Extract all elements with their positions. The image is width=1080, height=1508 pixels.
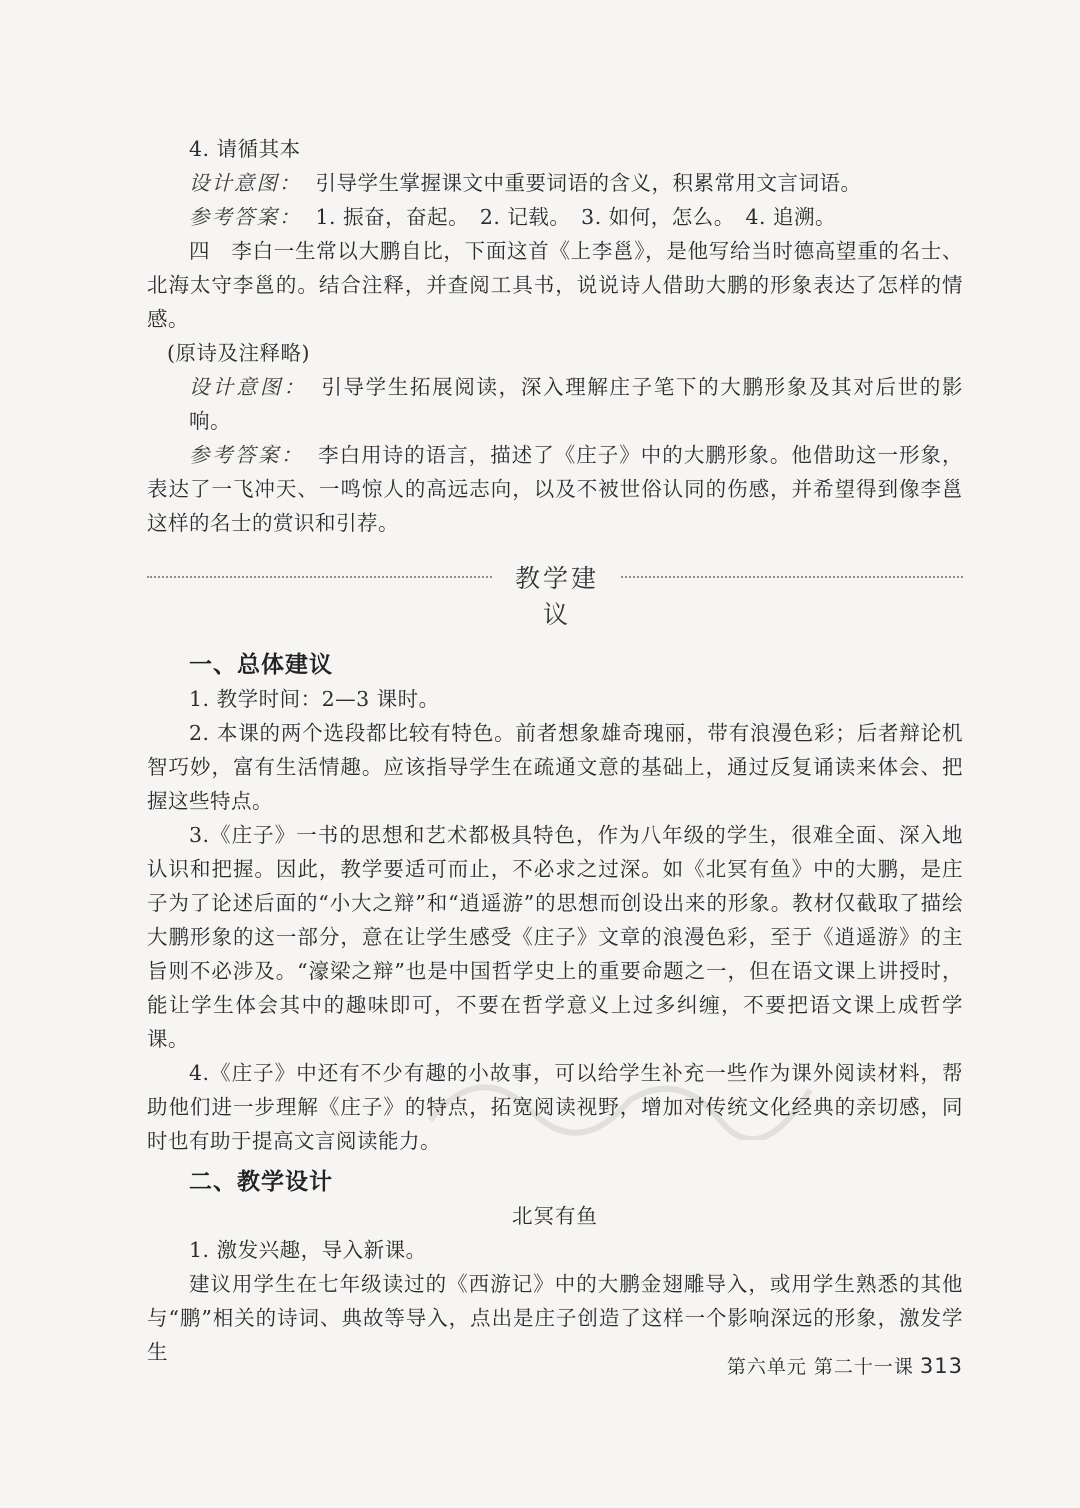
- exercise-block: [147, 132, 963, 540]
- watermark-graphic: [420, 1050, 820, 1140]
- design-intent-text: 引导学生掌握课文中重要词语的含义，积累常用文言词语。: [315, 171, 862, 195]
- design-step-1-text: 建议用学生在七年级读过的《西游记》中的大鹏金翅雕导入，或用学生熟悉的其他与“鹏”相关的诗词、典故等导入，点出是庄子创造了这样一个影响深远的形象，激发学生: [147, 1272, 963, 1364]
- design-intent-label: 设计意图：: [189, 171, 302, 195]
- design-intent-label-2: 设计意图：: [189, 375, 308, 399]
- design-intent-row-2: [147, 370, 963, 438]
- lesson-subtitle: 北冥有鱼: [512, 1204, 598, 1228]
- overall-item-2: 2. 本课的两个选段都比较有特色。前者想象雄奇瑰丽，带有浪漫色彩；后者辩论机智巧妙，富有生活情趣。应该指导学生在疏通文意的基础上，通过反复诵读来体会、把握这些特点。: [147, 721, 963, 813]
- design-intent-text-2: 引导学生拓展阅读，深入理解庄子笔下的大鹏形象及其对后世的影响。: [189, 375, 964, 433]
- unit-lesson-label: 第六单元 第二十一课: [726, 1356, 914, 1378]
- item-4: 4. 请循其本: [189, 137, 301, 161]
- reference-answer-text: 1. 振奋，奋起。 2. 记载。 3. 如何，怎么。 4. 追溯。: [315, 205, 837, 229]
- design-step-1: 1. 激发兴趣，导入新课。: [189, 1238, 427, 1262]
- reference-answer-text-2: 李白用诗的语言，描述了《庄子》中的大鹏形象。他借助这一形象，表达了一飞冲天、一鸣惊人的高远志向，以及不被世俗认同的伤感，并希望得到像李邕这样的名士的赏识和引荐。: [147, 443, 964, 535]
- overall-heading: 一、总体建议: [189, 652, 333, 678]
- question-4: 四 李白一生常以大鹏自比，下面这首《上李邕》，是他写给当时德高望重的名士、北海太守李邕的。结合注释，并查阅工具书，说说诗人借助大鹏的形象表达了怎样的情感。: [147, 239, 963, 331]
- reference-answer-row: [147, 200, 963, 234]
- omitted-note: (原诗及注释略): [167, 341, 310, 365]
- divider-dots-left: [147, 576, 492, 578]
- overall-item-4: 4.《庄子》中还有不少有趣的小故事，可以给学生补充一些作为课外阅读材料，帮助他们进一步理解《庄子》的特点，拓宽阅读视野，增加对传统文化经典的亲切感，同时也有助于提高文言阅读能力。: [147, 1061, 963, 1153]
- teaching-design: [147, 1165, 963, 1369]
- divider-dots-right: [621, 576, 963, 578]
- overall-item-3: 3.《庄子》一书的思想和艺术都极具特色，作为八年级的学生，很难全面、深入地认识和把握。因此，教学要适可而止，不必求之过深。如《北冥有鱼》中的大鹏，是庄子为了论述后面的“小大之辩”和“逍遥游”的思想而创设出来的形象。教材仅截取了描绘大鹏形象的这一部分，意在让学生感受《庄子》文章的浪漫色彩，至于《逍遥游》的主旨则不必涉及。“濠梁之辩”也是中国哲学史上的重要命题之一，但在语文课上讲授时，能让学生体会其中的趣味即可，不要在哲学意义上过多纠缠，不要把语文课上成哲学课。: [147, 823, 963, 1051]
- section-title: 教学建议: [514, 564, 599, 629]
- design-heading: 二、教学设计: [189, 1169, 333, 1195]
- section-divider: [147, 555, 963, 629]
- reference-answer-label-2: 参考答案：: [189, 443, 305, 467]
- design-intent-row: [147, 166, 963, 200]
- overall-item-1: 1. 教学时间：2—3 课时。: [189, 687, 440, 711]
- page-footer: [727, 1352, 963, 1379]
- page-number: 313: [919, 1354, 963, 1378]
- reference-answer-row-2: [147, 438, 963, 540]
- reference-answer-label: 参考答案：: [189, 205, 302, 229]
